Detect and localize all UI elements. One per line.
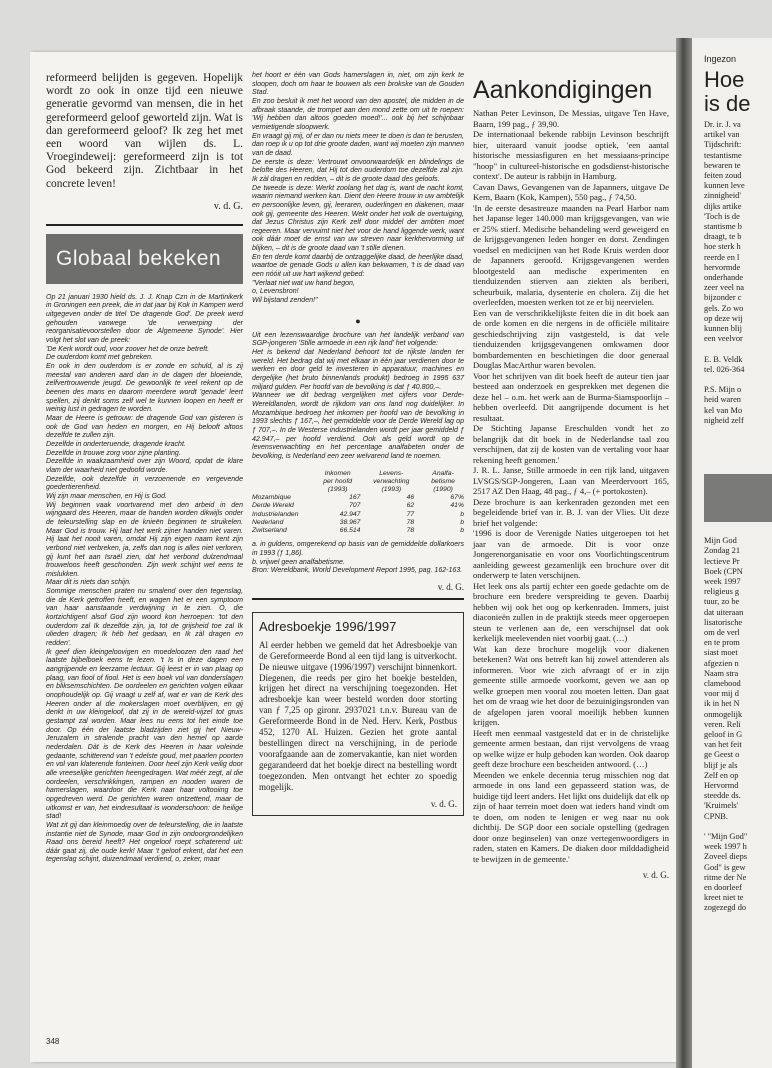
paragraph: o, Levensbron! [252, 288, 299, 296]
column-1 [46, 72, 243, 865]
text-line: kreet niet te [704, 893, 744, 903]
table-row [252, 511, 464, 519]
text-line: geloof in G [704, 729, 743, 739]
table-header-cell: Levens- [379, 469, 404, 477]
text-line: clamebood [704, 678, 741, 688]
paragraph: Heeft men eenmaal vastgesteld dat er in de christelijke gemeente armen bestaan, dan rijst vervolgens de vraag op welke wijze er hulp geboden kan worden. Ook daarop geeft deze brochure een bescheiden antwoord. (…) [473, 727, 669, 769]
text-line: blijf je als [704, 760, 738, 770]
table-cell: Zwitserland [252, 526, 287, 534]
box-signature: v. d. G. [430, 798, 457, 809]
paragraph: En ook in den ouderdom is er zonde en schuld, al is zij meestal van anderen aard dan in de dagen der bloeiende, zelfvertrouwende jeugd. De gewoonlijk te veel rekent op de beenen des mans en daarom meerdere wordt 'genade' leert spellen, zij denkt soms zelf wel te kunnen loopen en heeft er weinig lust in gedragen te worden. [46, 363, 243, 414]
section-divider [46, 224, 243, 226]
table-cell: 707 [349, 502, 361, 510]
paragraph: J. R. L. Janse, Stille armoede in een rijk land, uitgaven LVSGS/SGP-Jongeren, Laan van Meerdervoort 165, 2517 AZ Den Haag, 48 pag., ƒ 4,– (+ portokosten). [473, 465, 669, 496]
table-cell: Industrielanden [252, 510, 299, 518]
column-2-signature: v. d. G. [437, 581, 464, 592]
table-header-cell: (1993) [327, 485, 348, 493]
statistics-table [252, 470, 464, 536]
paragraph: Voor het schrijven van dit boek heeft de auteur tien jaar besteed aan onderzoek en gesprekken met degenen die deze hel – o.m. het werk aan de Burma-Siamspoorlijn – hebben overleefd. Dit aangrijpende document is het resultaat. [473, 370, 669, 423]
table-cell: b [460, 510, 464, 518]
page-number: 348 [46, 1037, 60, 1046]
text-line: zinnigheid' [704, 191, 741, 201]
table-header-cell: per hoofd [323, 477, 352, 485]
text-line: dat uiteraan [704, 607, 744, 617]
table-cell: 66.514 [339, 526, 361, 534]
table-header-row [252, 478, 464, 486]
text-line: Zelf en op [704, 770, 739, 780]
text-line: hoe sterk h [704, 242, 741, 252]
paragraph: 'In de eerste desastreuze maanden na Pearl Harbor nam het Japanse leger 140.000 man krijgsgevangen, van wie er 25% stierf. Medische behandeling werd geweigerd en de krijgsgevangenen leden honger en dorst. Zendingen voedsel en medicijnen van het Rode Kruis werden door de Japanners geroofd. Krijgsgevangenen werden blootgesteld aan medische experimenten en tienduizenden stierven aan ziekten als beriberi, scheurbuik, malaria, dysenterie en cholera. Zij die het overleefden, moesten werken tot ze er bij neervielen. [473, 202, 669, 307]
text-line: reerde en l [704, 252, 740, 262]
column-3 [473, 72, 669, 880]
table-cell: Mozambique [252, 494, 291, 502]
text-line: voor mij d [704, 689, 739, 699]
intro-paragraph: reformeerd belijden is gegeven. Hopelijk wordt zo ook in onze tijd een nieuwe generatie gevormd van mensen, die in het gereformeerd geloof geworteld zijn. Wat is dan gereformeerd geloof? Ik zeg het met een woord van wijlen ds. L. Vroegindeweij: gereformeerd zijn is tot God bekeerd zijn. Zichtbaar in het concrete leven! [46, 72, 243, 190]
text-line [704, 344, 772, 354]
box-title: Adresboekje 1996/1997 [259, 618, 397, 634]
text-line: kunnen leve [704, 181, 745, 191]
paragraph: En zoo besluit ik met het woord van den apostel, die midden in de afbraak staande, de trompet aan den mond zette om uit te roepen: 'Wij hebben dan altoos goeden moed!'... ook bij het schijnbaar vernietigende sloopwerk. [252, 97, 464, 131]
aankondigingen-text [473, 108, 669, 864]
text-line: P.S. Mijn o [704, 385, 742, 395]
paragraph: De ouderdom komt met gebreken. [46, 354, 153, 362]
text-line: Mijn God [704, 536, 737, 546]
paragraph: Dezelfde in onderteruende, dragende kracht. [46, 440, 186, 448]
text-line: E. B. Veldk [704, 354, 743, 364]
table-header-cell: (1990) [433, 485, 453, 493]
text-line: ge Geest o [704, 750, 740, 760]
text-line: siast moet [704, 648, 738, 658]
text-line: afgezien n [704, 658, 739, 668]
table-cell: 38.967 [339, 518, 361, 526]
paragraph: Dezelfde, ook dezelfde in verzoenende en vergevende goedertierenheid. [46, 475, 243, 492]
text-line: lisatorische [704, 617, 743, 627]
paragraph: Een van de verschrikkelijkste feiten die in dit boek aan de orde komen en die nergens in de officiële militaire geschiedschrijving zijn vastgesteld, is dat vele tienduizenden krijgsgevangenen omkwamen door bombardementen en beschietingen die door generaal Douglas MacArthur waren bevolen. [473, 307, 669, 370]
text-line: 'Toch is de [704, 211, 740, 221]
text-line: Naam stra [704, 668, 739, 678]
text-line: feiten zoud [704, 171, 742, 181]
paragraph: De internationaal bekende rabbijn Levinson beschrijft hier, uiteraard vanuit joodse optiek, 'een aantal historische messiasfiguren en het messiaans-principe "hoop" in cultureel-historische en godsdienst-historische context'. De auteur is rabbijn in Hamburg. [473, 129, 669, 181]
table-row [252, 527, 464, 535]
paragraph: Wat zit gij dan kleinmoedig over de teleurstelling, die in laatste instantie niet de Synode, maar God in zijn ondoorgrondelijken Raad ons bereid heeft? Het ongeloof roept schaterend uit: dáár gaat zij, die oude kerk! Maar 't geloof erkent, dat het een tegenslag schijnt, duizendmaal verdiend, o, zeker, maar [46, 821, 243, 864]
table-header-row [252, 486, 464, 494]
divider-mark: ● [355, 315, 361, 326]
text-line: Dr. ir. J. va [704, 120, 741, 129]
text-line: tuur, zo be [704, 597, 740, 607]
text-line: van het feit [704, 740, 742, 750]
column-3-signature: v. d. G. [642, 870, 669, 880]
paragraph: Wat kan deze brochure mogelijk voor diakenen betekenen? Wat ons betreft kan hij zowel attenderen als informeren. Voor wie zich afvraagt of er in zijn gemeente stille armoede voorkomt, geven we aan op welke groepen men vooral zou moeten letten. Dan gaat het om de vraag wie het door de bezuinigingsronden van de afgelopen jaren vooral moeilijk hebben kunnen krijgen. [473, 643, 669, 727]
left-page [30, 52, 678, 1062]
binding-gutter [676, 38, 692, 1068]
table-cell: 78 [406, 526, 415, 534]
paragraph: Het is bekend dat Nederland behoort tot de rijkste landen ter wereld. Het bedrag dat wij met elkaar in één jaar verdienen door te werken en door geld te investeren in apparatuur, machines en dergelijke (het bruto binnenlands produkt) bedroeg in 1995 637 miljard gulden. Per hoofd van de bevolking is dat ƒ 40.800,–. [252, 349, 464, 391]
intro-signature: v. d. G. [213, 200, 243, 212]
paragraph: De eerste is deze: Vertrouwt onvoorwaardelijk en blindelings de belofte des Heeren, dat Hij tot den ouderdom toe dezelfde zal zijn. Ik zàl dragen en redden, – dit is de groote daad des geloofs. [252, 158, 464, 183]
paragraph: Deze brochure is aan kerkenraden gezonden met een begeleidende brief van ir. B. J. van der Vlies. Uit deze brief het volgende: [473, 496, 669, 528]
text-line: zogezegd do [704, 903, 747, 913]
text-line: heid waren [704, 395, 741, 405]
paragraph: Wanneer we dit bedrag vergelijken met cijfers voor Derde-Wereldlanden, wordt de rijkdom van ons land nog duidelijker. In Mozambique bedroeg het inkomen per hoofd van de bevolking in 1993 slechts ƒ 167,–, het gemiddelde voor de Derde Wereld lag op ƒ 707,–. In de Westerse industrielanden wordt per jaar gemiddeld ƒ 42.947,– per hoofd verdiend. Ook als geld wordt op de levensverwachting en het percentage analfabeten onder de bevolking, is Nederland een zeer welvarend land te noemen. [252, 392, 464, 460]
text-line: onmogelijk [704, 709, 743, 719]
text-line: een veelvor [704, 334, 743, 344]
brochure-quote [252, 332, 464, 462]
paragraph: Uit een lezenswaardige brochure van het landelijk verband van SGP-jongeren 'Stille armoede in een rijk land' het volgende: [252, 331, 464, 348]
text-line: kel van Mo [704, 405, 743, 415]
table-cell: 78 [406, 518, 415, 526]
text-line: Boek (CPN [704, 566, 743, 576]
paragraph: Maar dit is niets dan schijn. [46, 579, 131, 587]
paragraph: De tweede is deze: Werkt zoolang het dag is, want de nacht komt, waarin niemand werken kan. Dient den Heere trouw in uw ambtelijk en persoonlijke leven, gij, leeraren, ouderlingen en diakenen, maar ook gij, gemeente des Heeren. Wekt onder het volk de overtuiging, dat Jezus Christus zijn Kerk zelf door middel der ambten moet regeeren. Maar vervuimt niet het voor de hand liggende werk, want ook dáár moet de ernst van uw streven naar kerkhervorming uit blijken, – dit is de groote daad van 't stille dienen. [252, 184, 464, 253]
right-small-heading: Ingezon [704, 54, 737, 64]
text-line: op deze wij [704, 313, 743, 323]
text-line: God" is gew [704, 862, 746, 872]
note: b. vrijwel geen analfabetisme. [252, 558, 345, 566]
table-cell: Derde Wereld [252, 502, 294, 510]
text-line [704, 375, 772, 385]
text-line: en te prom [704, 638, 740, 648]
table-cell: b [460, 526, 464, 534]
table-row [252, 502, 464, 510]
paragraph: Het leek ons als partij echter een goede gedachte om de brochure een bredere verspreiding te geven. Daarbij hebben wij ook het oog op kerkenraden. Immers, juist diaconieën zullen in de praktijk steeds meer opgeroepen steun te verlenen aan de, een verschijnsel dat ook kerkelijk meelevenden niet voorbij gaat. (…) [473, 580, 669, 643]
text-line: nigheid zelf [704, 415, 744, 425]
note: Bron: Wereldbank, World Development Report 1995, pag. 162-163. [252, 567, 463, 575]
right-heading-line-1: Hoe [704, 67, 745, 92]
paragraph: Dezelfde in trouwe zorg voor zijne planting. [46, 449, 181, 457]
text-line: Hervormd [704, 780, 739, 790]
text-line: hervormde [704, 262, 741, 272]
paragraph: De Stichting Japanse Ereschulden vondt het zo belangrijk dat dit boek in de Nederlandse taal zou verschijnen, dat zij de kosten van de vertaling voor haar rekening heeft genomen.' [473, 423, 669, 465]
table-cell: 62 [406, 502, 415, 510]
right-banner [704, 474, 772, 522]
text-line: en doorleef [704, 883, 742, 892]
table-cell: 77 [406, 510, 415, 518]
banner-title: Globaal bekeken [56, 246, 222, 270]
table-header-cell: Inkomen [324, 469, 351, 477]
paragraph: Nathan Peter Levinson, De Messias, uitgave Ten Have, Baarn, 199 pag., ƒ 39,90. [473, 108, 669, 129]
aankondigingen-heading: Aankondigingen [473, 76, 653, 104]
globaal-bekeken-text [46, 294, 243, 865]
paragraph: '1996 is door de Verenigde Naties uitgeroepen tot het jaar van de armoede. Dit is voor onze Jongerenorganisatie en voor ons Voorlichtingscentrum aanleiding geweest gezamenlijk een brochure over dit onderwerp te laten verschijnen. [473, 528, 669, 580]
text-line: zeer veel na [704, 283, 744, 293]
text-line: veren. Reli [704, 719, 741, 729]
text-line: steedde ds. [704, 791, 741, 801]
text-line: bijzonder c [704, 293, 742, 303]
paragraph: Wij beginnen vaak voortvarend met den arbeid in den wijngaard des Heeren, maar de handen worden dikwijls onder de teleurstelling slap en de knieën beginnen te struikelen. Maar God is trouw. Hij laat het werk zijner handen niet varen. Hij laat het nooit varen, omdat Hij zijn eigen naam kent zijn verbond niet verbreken, ja, zelfs dan nog is alles niet verloren, gij kunt het aan Israël zien, dat het verbond dulzendmaal trouweloos heeft geschonden. Zijn werk schijnt wel eens te mislukken. [46, 501, 243, 578]
table-cell: 42.947 [339, 510, 361, 518]
paragraph: "Verlaat niet wat uw hand begon, [252, 279, 355, 287]
text-line: artikel van [704, 130, 740, 140]
table-header-cell [252, 478, 315, 486]
text-line: ' "Mijn God" [704, 831, 748, 841]
text-line: bewaren te [704, 160, 741, 170]
table-notes [252, 541, 464, 576]
text-line: stantisme b [704, 222, 742, 232]
paragraph: 'De Kerk wordt oud, voor zoover het de onze betreft. [46, 345, 210, 353]
text-line: religieus g [704, 587, 740, 597]
text-line: week 1997 [704, 576, 741, 586]
table-cell: 46 [406, 494, 415, 502]
table-cell: 41% [450, 502, 464, 510]
text-line: week 1997 h [704, 842, 747, 852]
right-text-top [704, 120, 772, 426]
text-line: draagt, te b [704, 232, 742, 242]
table-cell: b [460, 518, 464, 526]
table-row [252, 519, 464, 527]
text-line: onderhande [704, 273, 744, 283]
text-line: om de verl [704, 627, 740, 637]
paragraph: Maar de Heere is getrouw: de dragende God van gisteren is ook de God van heden en morgen, en Hij belooft altoos dezelfde te zullen zijn. [46, 415, 243, 440]
text-line: tel. 026-364 [704, 364, 745, 374]
paragraph: Ik geef dien kleingeloovigen en moedeloozen den raad het laatste bijbelboek eens te lezen. 't Is in deze dagen een aangrijpende en leerzame lectuur. Gij leest er in van plaag op plaag, van fiool of fiool. Het is een boek vol van donderslagen en bliksemschichten. De oordeelen en gerichten volgen elkaar onophoudelijk op. Gij vraagt u zelf af, wat er van de Kerk des Heeren onder al die mokerslagen moet overblijven, en gij denkt in uw kleingeloof, dat zij in de wereld-vijzel tot gruis gestampt zal worden. Maar lees nu eens tot het einde toe door. Op één der laatste bladzijden ziet gij het Nieuw-Jeruzalem in stralende pracht van den hemel op aarde nederdalen. Dàt is de Kerk des Heeren in haar voleinde gedaante, schitterend van 't edelste goud, met paarlen poorten en vol van klaterende fonteinen. Door heel zijn Kerk veilig door alle vreeselijke gerichten heengedragen. Wat méér zegt, al die oordeelen, verschrikkingen, rampen en nooden waren de hamerslagen, waardoor die Kerk naar haar voltooiing toe opgedreven werd. De gerichten waren ontzettend, maar de uitkomst er van, het eindresultaat is wonderschoon: de heilige stad! [46, 648, 243, 821]
text-line: Zoveel dieps [704, 852, 748, 862]
text-line: CPNB. [704, 811, 728, 821]
paragraph: Dezelfde in waakzaamheid over zijn Woord, opdat de klare vlam der waarheid niet gedoofd worde. [46, 458, 243, 474]
right-page-edge [692, 38, 772, 1068]
paragraph: En vraagt gij mij, of er dan nu niets meer te doen is dan te berusten, dan roep ik u op tot drie groote daden, want wij moeten zijn mannen van de daad. [252, 132, 464, 157]
table-header-cell [252, 486, 315, 494]
box-text: Al eerder hebben we gemeld dat het Adresboekje van de Gereformeerde Bond al een tijd lang is uitverkocht. De nieuwe uitgave (1996/1997) verschijnt binnenkort. Diegenen, die reeds per giro het boekje bestelden, krijgen het direct na verschijning toegezonden. Het adresboekje kan weer besteld worden door storting van ƒ 7,25 op gironr. 2937021 t.n.v. Bureau van de Gereformeerde Bond in de Ned. Herv. Kerk, Postbus 452, 1270 AL Huizen. Gezien het grote aantal bestellingen direct na verschijning, in de periode voorafgaande aan de zomervakantie, kan niet worden gegarandeerd dat het boekje direct na bestelling wordt toegezonden. Men ontvangt het echter zo spoedig mogelijk. [259, 639, 457, 792]
text-line: ik in het N [704, 699, 740, 709]
paragraph: Wil bijstand zenden!" [252, 297, 318, 305]
table-header-row [252, 470, 464, 478]
right-text-bottom [704, 536, 772, 914]
magazine-spread [30, 38, 751, 1068]
table-cell: 67% [450, 494, 464, 502]
table-cell: 167 [349, 494, 361, 502]
table-cell: Nederland [252, 518, 284, 526]
text-line: 'Kruimels' [704, 801, 739, 811]
text-line [704, 822, 772, 832]
table-header-cell: betisme [431, 477, 455, 485]
text-line: Tijdschrift: [704, 140, 742, 150]
text-line: Zondag 21 [704, 546, 741, 556]
paragraph: Cavan Daws, Gevangenen van de Japanners, uitgave De Kern, Baarn (Kok, Kampen), 550 pag., ƒ 74,50. [473, 181, 669, 202]
table-header-cell: (1993) [381, 485, 402, 493]
section-banner [46, 234, 243, 284]
table-header-cell: Analfa- [432, 469, 454, 477]
paragraph: Meenden we enkele decennia terug misschien nog dat armoede in ons land een gepasseerd station was, de huidige tijd leert anders. Het lijkt ons duidelijk dat elk op zijn of haar terrein moet doen wat ieders hand vindt om te doen, om noden te lenigen er weg naar nu ook dichtbij. De SGP door een sociale opstelling (gedragen door onze beginselen) van onze vertegenwoordigers in raden, staten en Kamers. De diaken door milddadigheid te bewijzen in de gemeente.' [473, 769, 669, 864]
table-header-cell: verwachting [373, 477, 410, 485]
adresboekje-box [252, 612, 464, 816]
right-heading-line-2: is de [704, 91, 751, 116]
box-top-rule [252, 598, 464, 600]
note: a. in guldens, omgerekend op basis van de gemiddelde dollarkoers in 1993 (ƒ 1,86). [252, 541, 464, 557]
table-row [252, 494, 464, 502]
text-line: kunnen blij [704, 324, 742, 334]
paragraph: En ten derde komt daarbij de ontzaggelijke daad, de heerlijke daad, waartoe de genade Gods u allen kan bekwamen, 't is de daad van een nóóit uit uw hart wijkend gebed: [252, 253, 464, 279]
text-line: gels. Zo wo [704, 303, 744, 313]
text-line: ritme der Ne [704, 872, 747, 882]
paragraph: Sommige menschen praten nu smalend over den tegenslag, die de Kerk getroffen heeft, en wagen het er een symptoom van haar aanstaande verdwijning in te zien. O, die kortzichtigen! alsof God zijn woord kon herroepen: 'tot den ouderdom zal Ik dezelfde zijn, ja, tot de grijsheid toe zal Ik ulieden dragen; Ik héb het gedaan, en Ik zàl dragen en redden'. [46, 588, 243, 648]
sermon-continuation [252, 72, 464, 306]
table-header-cell [252, 470, 315, 478]
text-line: lectieve Pr [704, 556, 740, 566]
text-line: testantisme [704, 150, 742, 160]
text-line: dijks artike [704, 201, 742, 211]
column-2 [252, 72, 464, 816]
paragraph: het hoort er één van Gods hamerslagen in, niet, om zijn kerk te sloopen, doch om haar te bouwen als een brokske van de Gouden Stad. [252, 72, 464, 97]
paragraph: Op 21 januari 1930 hield ds. J. J. Knap Czn in de Martinikerk in Groningen een preek, die in dat jaar bij Kok in Kampen werd uitgegeven onder de titel 'De dragende God'. De preek werd gehouden vanwege 'de verwerping der reorganisatievoorstellen door de Algemeene Synode'. Hier volgt het slot van de preek: [46, 293, 243, 345]
paragraph: Wij zijn maar menschen, en Hij is God. [46, 492, 167, 500]
